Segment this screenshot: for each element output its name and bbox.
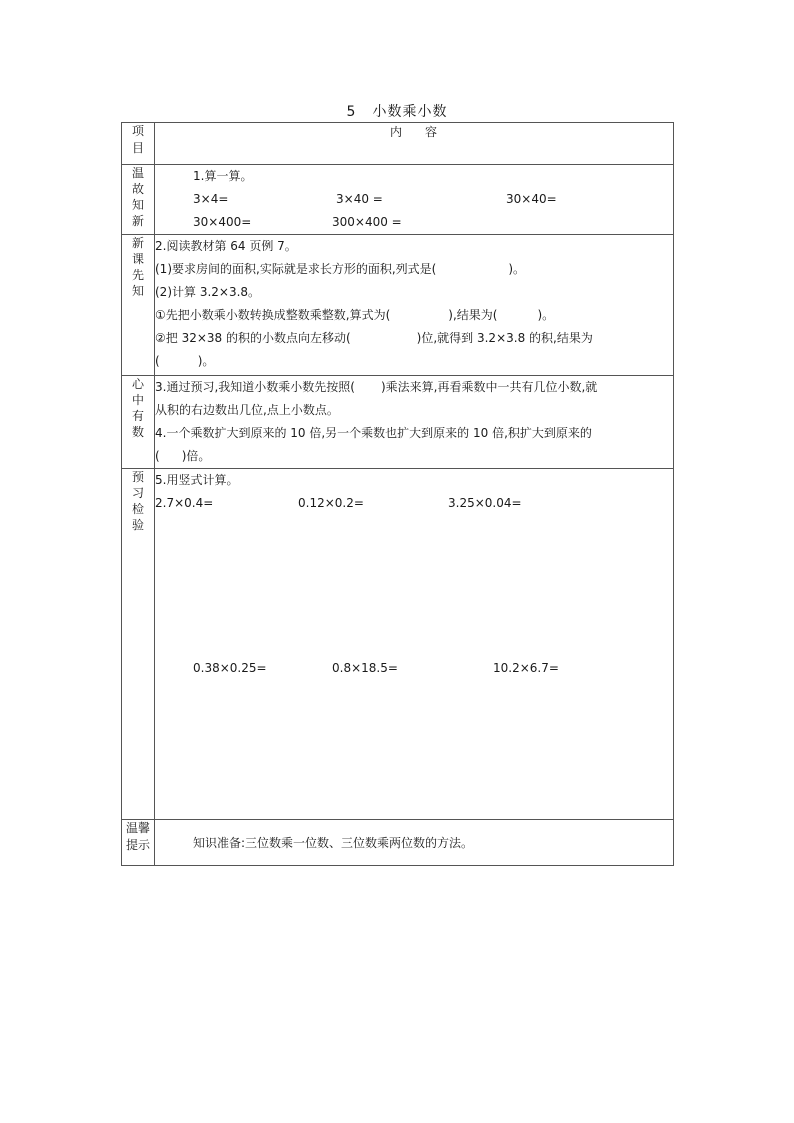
practice-item: 2.7×0.4= xyxy=(155,496,214,510)
lesson-title: 小数乘小数 xyxy=(372,104,448,120)
newlesson-line-2 xyxy=(155,258,673,281)
newlesson-line-4 xyxy=(155,304,673,327)
text-fragment: (1)要求房间的面积,实际就是求长方形的面积,列式是( xyxy=(155,262,437,276)
tip-content xyxy=(155,820,674,866)
practice-item: 0.8×18.5= xyxy=(332,661,398,675)
text-fragment: ( xyxy=(155,449,160,463)
practice-row xyxy=(122,469,674,820)
mind-line-3: 4.一个乘数扩大到原来的 10 倍,另一个乘数也扩大到原来的 10 倍,积扩大到原来的 xyxy=(155,426,592,440)
review-row-2 xyxy=(193,211,673,234)
tip-label-cell xyxy=(122,820,155,866)
header-content-char-2: 容 xyxy=(425,125,439,139)
header-content-cell xyxy=(155,123,674,165)
text-fragment: )乘法来算,再看乘数中一共有几位小数,就 xyxy=(380,380,598,394)
practice-row-1 xyxy=(155,492,673,515)
page-title xyxy=(0,101,794,121)
practice-item: 0.38×0.25= xyxy=(193,661,267,675)
review-item: 30×40= xyxy=(506,192,557,206)
practice-label: 预习检验 xyxy=(131,470,144,532)
practice-item: 10.2×6.7= xyxy=(493,661,559,675)
newlesson-row xyxy=(122,235,674,376)
practice-item: 3.25×0.04= xyxy=(448,496,522,510)
mind-row xyxy=(122,376,674,469)
practice-content xyxy=(155,469,674,820)
review-item: 3×4= xyxy=(193,192,229,206)
text-fragment: )。 xyxy=(197,354,215,368)
mind-label: 心中有数 xyxy=(131,377,144,439)
review-item: 30×400= xyxy=(193,215,252,229)
review-item: 300×400 = xyxy=(332,215,402,229)
mind-line-2: 从积的右边数出几位,点上小数点。 xyxy=(155,403,339,417)
header-content-char-1: 内 xyxy=(389,125,403,139)
worksheet-table xyxy=(121,122,674,866)
review-label: 温故知新 xyxy=(131,166,144,228)
practice-label-cell xyxy=(122,469,155,820)
text-fragment: )位,就得到 3.2×3.8 的积,结果为 xyxy=(416,331,593,345)
text-fragment: ①先把小数乘小数转换成整数乘整数,算式为( xyxy=(155,308,391,322)
text-fragment: ②把 32×38 的积的小数点向左移动( xyxy=(155,331,351,345)
text-fragment: )。 xyxy=(537,308,555,322)
header-project-cell xyxy=(122,123,155,165)
tip-text: 知识准备:三位数乘一位数、三位数乘两位数的方法。 xyxy=(193,836,474,850)
newlesson-line-5 xyxy=(155,327,673,350)
review-label-cell xyxy=(122,165,155,235)
mind-line-1 xyxy=(155,376,673,399)
header-row xyxy=(122,123,674,165)
mind-content xyxy=(155,376,674,469)
tip-row xyxy=(122,820,674,866)
text-fragment: ),结果为( xyxy=(448,308,498,322)
practice-heading: 5.用竖式计算。 xyxy=(155,473,239,487)
mind-line-4 xyxy=(155,445,673,468)
newlesson-content xyxy=(155,235,674,376)
header-project-label: 项目 xyxy=(131,124,144,155)
text-fragment: )倍。 xyxy=(181,449,211,463)
text-fragment: 3.通过预习,我知道小数乘小数先按照( xyxy=(155,380,355,394)
newlesson-line-6 xyxy=(155,350,673,373)
newlesson-line-1: 2.阅读教材第 64 页例 7。 xyxy=(155,239,297,253)
lesson-number: 5 xyxy=(346,104,357,120)
review-row-1 xyxy=(193,188,673,211)
newlesson-label: 新课先知 xyxy=(131,236,144,298)
text-fragment: ( xyxy=(155,354,160,368)
newlesson-label-cell xyxy=(122,235,155,376)
mind-label-cell xyxy=(122,376,155,469)
text-fragment: )。 xyxy=(508,262,525,276)
review-item: 3×40 = xyxy=(336,192,383,206)
practice-item: 0.12×0.2= xyxy=(298,496,364,510)
practice-row-2 xyxy=(193,657,673,680)
newlesson-line-3: (2)计算 3.2×3.8。 xyxy=(155,285,261,299)
review-heading: 1.算一算。 xyxy=(193,169,253,183)
tip-label: 温馨提示 xyxy=(125,821,150,852)
review-content xyxy=(155,165,674,235)
review-row xyxy=(122,165,674,235)
